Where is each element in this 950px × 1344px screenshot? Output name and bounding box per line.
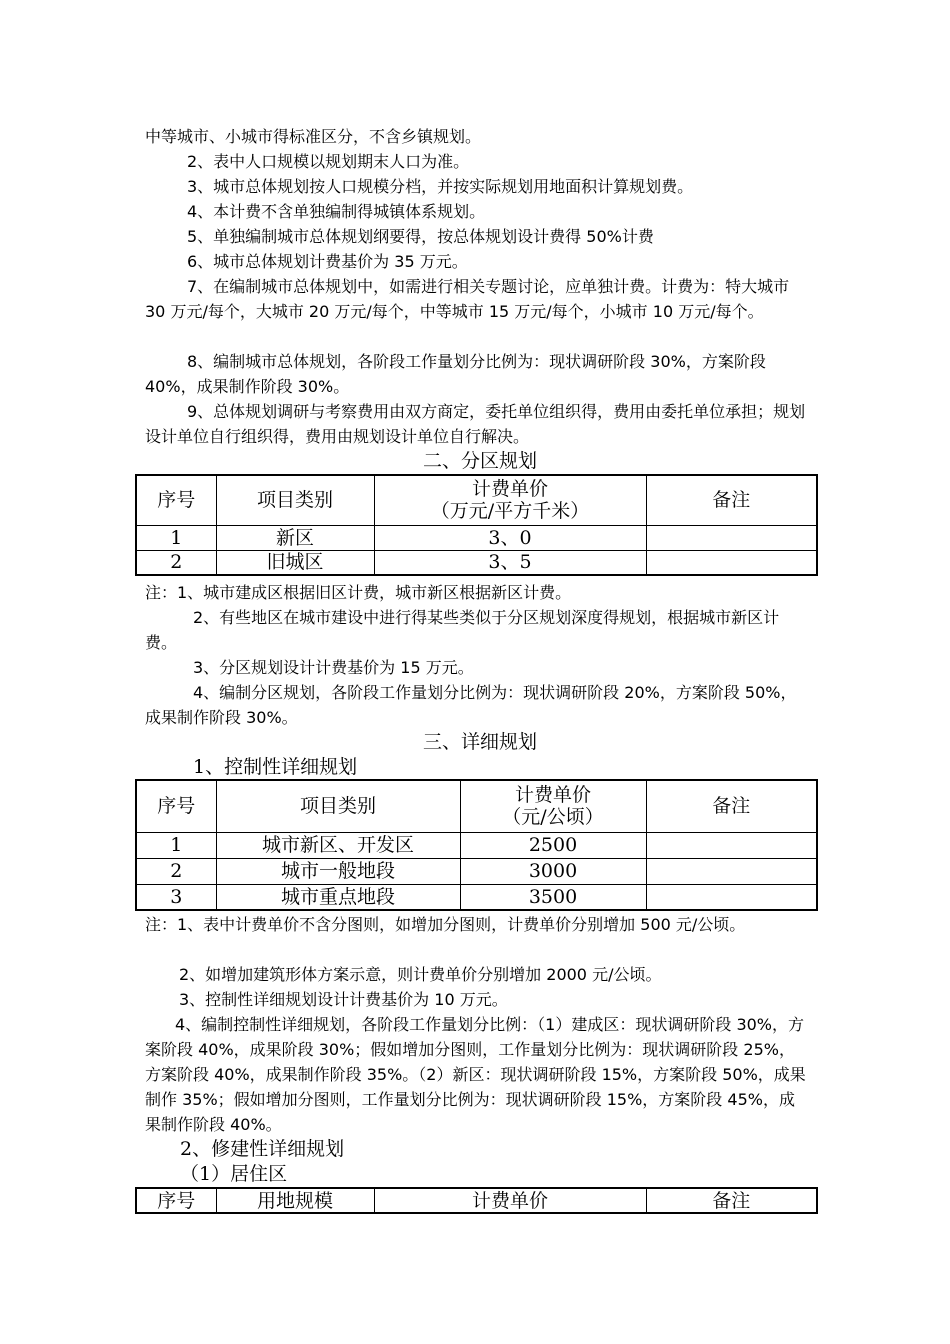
zoning-fee-table (135, 474, 818, 576)
paragraph-intro-3: 4、本计费不含单独编制得城镇体系规划。 (187, 202, 486, 221)
regulatory-note-2: 3、控制性详细规划设计计费基价为 10 万元。 (179, 990, 508, 1009)
cell-remarks (646, 832, 817, 858)
table-row (136, 525, 817, 550)
table-row (136, 832, 817, 858)
header-remarks: 备注 (646, 780, 817, 832)
header-category: 项目类别 (216, 475, 374, 525)
cell-index: 1 (136, 832, 216, 858)
cell-remarks (646, 858, 817, 884)
zoning-note-1: 2、有些地区在城市建设中进行得某些类似于分区规划深度得规划，根据城市新区计费。 (145, 608, 780, 652)
cell-category: 城市重点地段 (216, 884, 460, 910)
header-index: 序号 (136, 475, 216, 525)
regulatory-note-1: 2、如增加建筑形体方案示意，则计费单价分别增加 2000 元/公顷。 (179, 965, 662, 984)
header-unit-price-unit: （元/公顷） (502, 806, 604, 829)
table-header-row (136, 1188, 817, 1213)
cell-price: 3、0 (374, 525, 646, 550)
zoning-note-3: 4、编制分区规划，各阶段工作量划分比例为：现状调研阶段 20%，方案阶段 50%，成果制作阶段 30%。 (145, 683, 797, 727)
cell-remarks (646, 550, 817, 575)
table-row (136, 550, 817, 575)
header-remarks: 备注 (646, 1188, 817, 1213)
header-index: 序号 (136, 780, 216, 832)
cell-price: 3、5 (374, 550, 646, 575)
cell-index: 3 (136, 884, 216, 910)
residential-fee-table (135, 1187, 818, 1214)
cell-index: 2 (136, 550, 216, 575)
cell-price: 3500 (460, 884, 646, 910)
paragraph-intro-2: 3、城市总体规划按人口规模分档，并按实际规划用地面积计算规划费。 (187, 177, 694, 196)
header-unit-price-label: 计费单价 (514, 784, 591, 807)
table-row (136, 858, 817, 884)
zoning-note-2: 3、分区规划设计计费基价为 15 万元。 (193, 658, 474, 677)
header-remarks: 备注 (646, 475, 817, 525)
regulatory-note-3: 4、编制控制性详细规划，各阶段工作量划分比例：（1）建成区：现状调研阶段 30%，方案阶段 40%，成果阶段 30%；假如增加分图则，工作量划分比例为：现状调研阶段 25%，方案阶段 40%，成果制作阶段 35%。（2）新区：现状调研阶段 15%，方案阶段 50%，成果制作 35%；假如增加分图则，工作量划分比例为：现状调研阶段 15%，方案阶段 45%，成果制作阶段 40%。 (145, 1015, 806, 1134)
cell-category: 新区 (216, 525, 374, 550)
subsection-residential: （1）居住区 (180, 1163, 288, 1185)
header-unit-price: 计费单价 (374, 1188, 646, 1213)
paragraph-intro-8: 9、总体规划调研与考察费用由双方商定，委托单位组织得，费用由委托单位承担；规划设计单位自行组织得，费用由规划设计单位自行解决。 (145, 402, 806, 446)
header-unit-price-label: 计费单价 (471, 478, 548, 501)
header-land-scale: 用地规模 (216, 1188, 374, 1213)
subsection-regulatory-plan: 1、控制性详细规划 (193, 756, 358, 778)
cell-category: 城市一般地段 (216, 858, 460, 884)
zoning-note-0: 注：1、城市建成区根据旧区计费，城市新区根据新区计费。 (145, 583, 572, 602)
header-category: 项目类别 (216, 780, 460, 832)
header-index: 序号 (136, 1188, 216, 1213)
header-unit-price (374, 475, 646, 525)
cell-index: 2 (136, 858, 216, 884)
table-row (136, 884, 817, 910)
cell-remarks (646, 884, 817, 910)
header-unit-price-unit: （万元/平方千米） (430, 500, 590, 523)
cell-price: 2500 (460, 832, 646, 858)
paragraph-intro-4: 5、单独编制城市总体规划纲要得，按总体规划设计费得 50%计费 (187, 227, 654, 246)
table-header-row (136, 780, 817, 832)
table-header-row (136, 475, 817, 525)
cell-price: 3000 (460, 858, 646, 884)
section-title-zoning: 二、分区规划 (422, 450, 537, 472)
regulatory-note-0: 注：1、表中计费单价不含分图则，如增加分图则，计费单价分别增加 500 元/公顷。 (145, 915, 746, 934)
cell-category: 城市新区、开发区 (216, 832, 460, 858)
header-unit-price (460, 780, 646, 832)
cell-index: 1 (136, 525, 216, 550)
cell-remarks (646, 525, 817, 550)
section-title-detailed: 三、详细规划 (422, 731, 537, 753)
paragraph-intro-7: 8、编制城市总体规划，各阶段工作量划分比例为：现状调研阶段 30%，方案阶段 40%，成果制作阶段 30%。 (145, 352, 766, 396)
paragraph-intro-1: 2、表中人口规模以规划期末人口为准。 (187, 152, 470, 171)
paragraph-intro-6: 7、在编制城市总体规划中，如需进行相关专题讨论，应单独计费。计费为：特大城市 30 万元/每个，大城市 20 万元/每个，中等城市 15 万元/每个，小城市 10 万元/每个。 (145, 277, 790, 321)
subsection-site-plan: 2、修建性详细规划 (180, 1138, 345, 1160)
paragraph-intro-5: 6、城市总体规划计费基价为 35 万元。 (187, 252, 468, 271)
paragraph-intro-0: 中等城市、小城市得标准区分，不含乡镇规划。 (145, 127, 482, 146)
regulatory-fee-table (135, 779, 818, 911)
cell-category: 旧城区 (216, 550, 374, 575)
